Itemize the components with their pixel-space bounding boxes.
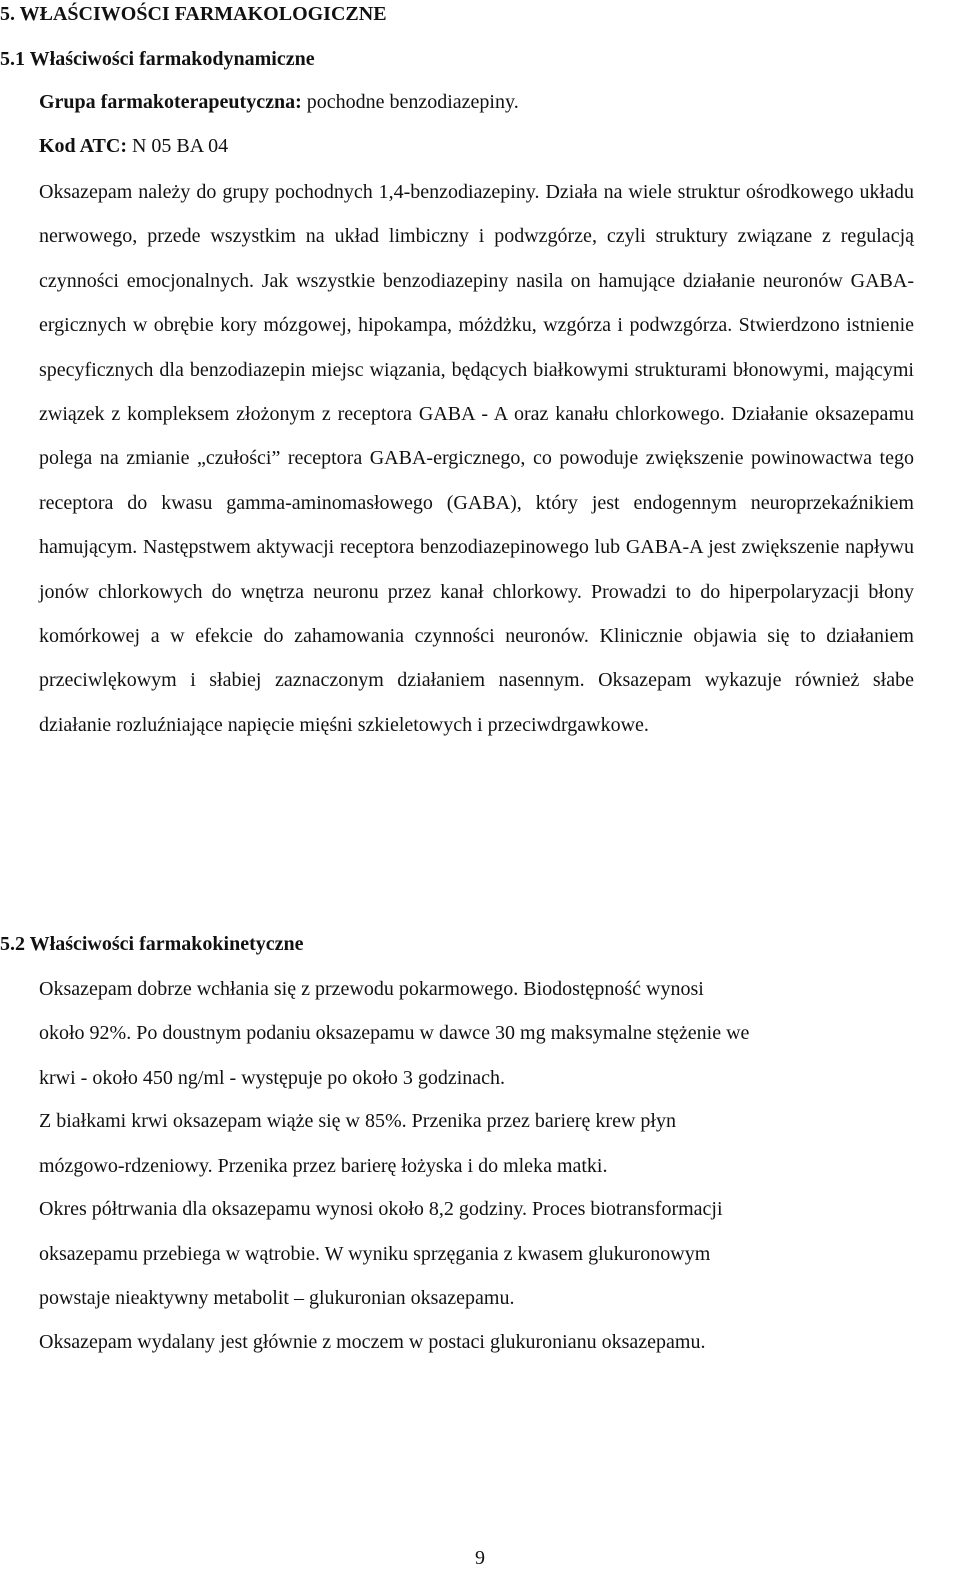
pharmacokinetics-line: mózgowo-rdzeniowy. Przenika przez barierę łożyska i do mleka matki. — [39, 1155, 608, 1177]
therapeutic-group-label: Grupa farmakoterapeutyczna: — [39, 91, 302, 113]
pharmacokinetics-line: oksazepamu przebiega w wątrobie. W wyniku sprzęgania z kwasem glukuronowym — [39, 1243, 711, 1265]
pharmacodynamics-paragraph: Oksazepam należy do grupy pochodnych 1,4-benzodiazepiny. Działa na wiele struktur ośrodkowego układu nerwowego, przede wszystkim na układ limbiczny i podwzgórze, czyli struktury związane z regulacją czynności emocjonalnych. Jak wszystkie benzodiazepiny nasila on hamujące działanie neuronów GABA-ergicznych w obrębie kory mózgowej, hipokampa, móżdżku, wzgórza i podwzgórza. Stwierdzono istnienie specyficznych dla benzodiazepin miejsc wiązania, będących białkowymi strukturami błonowymi, mającymi związek z kompleksem złożonym z receptora GABA - A oraz kanału chlorkowego. Działanie oksazepamu polega na zmianie „czułości” receptora GABA-ergicznego, co powoduje zwiększenie powinowactwa tego receptora do kwasu gamma-aminomasłowego (GABA), który jest endogennym neuroprzekaźnikiem hamującym. Następstwem aktywacji receptora benzodiazepinowego lub GABA-A jest zwiększenie napływu jonów chlorkowych do wnętrza neuronu przez kanał chlorkowy. Prowadzi to do hiperpolaryzacji błony komórkowej a w efekcie do zahamowania czynności neuronów. Klinicznie objawia się to działaniem przeciwlękowym i słabiej zaznaczonym działaniem nasennym. Oksazepam wykazuje również słabe działanie rozluźniające napięcie mięśni szkieletowych i przeciwdrgawkowe. — [39, 181, 914, 736]
pharmacokinetics-line: Z białkami krwi oksazepam wiąże się w 85%. Przenika przez barierę krew płyn — [39, 1110, 676, 1132]
subsection-heading-pharmacokinetics: 5.2 Właściwości farmakokinetyczne — [0, 933, 304, 955]
atc-code-label: Kod ATC: — [39, 135, 127, 157]
atc-code-value: N 05 BA 04 — [126, 135, 229, 157]
page-number: 9 — [475, 1547, 485, 1569]
subsection-heading-pharmacodynamics: 5.1 Właściwości farmakodynamiczne — [0, 48, 315, 70]
section-heading: 5. WŁAŚCIWOŚCI FARMAKOLOGICZNE — [0, 3, 387, 25]
pharmacokinetics-line: około 92%. Po doustnym podaniu oksazepamu w dawce 30 mg maksymalne stężenie we — [39, 1022, 750, 1044]
pharmacokinetics-line: powstaje nieaktywny metabolit – glukuronian oksazepamu. — [39, 1287, 515, 1309]
pharmacokinetics-line: krwi - około 450 ng/ml - występuje po około 3 godzinach. — [39, 1067, 506, 1089]
therapeutic-group-value: pochodne benzodiazepiny. — [301, 91, 519, 113]
pharmacokinetics-line: Oksazepam wydalany jest głównie z moczem w postaci glukuronianu oksazepamu. — [39, 1331, 706, 1353]
therapeutic-group-line — [39, 90, 519, 114]
pharmacokinetics-line: Okres półtrwania dla oksazepamu wynosi około 8,2 godziny. Proces biotransformacji — [39, 1198, 723, 1220]
atc-code-line — [39, 134, 228, 158]
pharmacokinetics-line: Oksazepam dobrze wchłania się z przewodu pokarmowego. Biodostępność wynosi — [39, 978, 704, 1000]
